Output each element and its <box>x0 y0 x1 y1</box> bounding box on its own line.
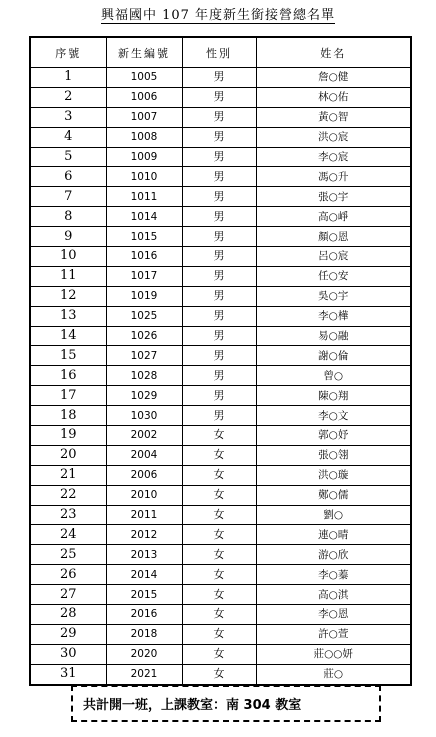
table-row <box>30 326 411 346</box>
header-name: 姓名 <box>256 37 411 68</box>
table-row <box>30 644 411 664</box>
cell-gender: 男 <box>182 87 256 107</box>
cell-gender: 男 <box>182 127 256 147</box>
table-row <box>30 266 411 286</box>
table-row <box>30 87 411 107</box>
cell-name: 黃○智 <box>256 107 411 127</box>
cell-student-id: 1005 <box>106 68 182 88</box>
cell-name: 游○欣 <box>256 545 411 565</box>
document-title <box>0 8 436 24</box>
cell-name: 曾○ <box>256 366 411 386</box>
cell-seq: 9 <box>30 227 106 247</box>
cell-gender: 男 <box>182 346 256 366</box>
table-row <box>30 207 411 227</box>
cell-seq: 2 <box>30 87 106 107</box>
cell-seq: 18 <box>30 406 106 426</box>
cell-student-id: 1010 <box>106 167 182 187</box>
cell-name: 呂○宸 <box>256 247 411 267</box>
cell-gender: 男 <box>182 306 256 326</box>
cell-name: 郭○妤 <box>256 426 411 446</box>
table-row <box>30 406 411 426</box>
table-row <box>30 386 411 406</box>
cell-student-id: 2002 <box>106 426 182 446</box>
cell-seq: 30 <box>30 644 106 664</box>
table-row <box>30 445 411 465</box>
cell-student-id: 1029 <box>106 386 182 406</box>
table-row <box>30 127 411 147</box>
roster-table-body <box>30 68 411 685</box>
class-info-note <box>71 685 381 722</box>
cell-seq: 31 <box>30 664 106 684</box>
cell-gender: 男 <box>182 247 256 267</box>
cell-name: 林○佑 <box>256 87 411 107</box>
cell-gender: 男 <box>182 326 256 346</box>
cell-gender: 男 <box>182 68 256 88</box>
cell-name: 任○安 <box>256 266 411 286</box>
cell-seq: 24 <box>30 525 106 545</box>
cell-student-id: 1016 <box>106 247 182 267</box>
cell-student-id: 2010 <box>106 485 182 505</box>
cell-student-id: 1017 <box>106 266 182 286</box>
cell-student-id: 2015 <box>106 585 182 605</box>
cell-name: 鄭○儒 <box>256 485 411 505</box>
table-row <box>30 107 411 127</box>
cell-seq: 1 <box>30 68 106 88</box>
class-info-text: 共計開一班，上課教室：南 304 教室 <box>83 698 302 713</box>
table-row <box>30 585 411 605</box>
cell-student-id: 1030 <box>106 406 182 426</box>
header-seq: 序號 <box>30 37 106 68</box>
cell-name: 李○宸 <box>256 147 411 167</box>
cell-name: 謝○倫 <box>256 346 411 366</box>
cell-student-id: 2004 <box>106 445 182 465</box>
cell-student-id: 2016 <box>106 605 182 625</box>
cell-name: 李○樺 <box>256 306 411 326</box>
cell-student-id: 1008 <box>106 127 182 147</box>
table-row <box>30 286 411 306</box>
cell-gender: 女 <box>182 624 256 644</box>
table-row <box>30 426 411 446</box>
header-gender: 性別 <box>182 37 256 68</box>
cell-seq: 23 <box>30 505 106 525</box>
table-row <box>30 505 411 525</box>
cell-gender: 男 <box>182 107 256 127</box>
cell-gender: 男 <box>182 227 256 247</box>
table-row <box>30 545 411 565</box>
cell-seq: 10 <box>30 247 106 267</box>
cell-student-id: 2021 <box>106 664 182 684</box>
cell-gender: 男 <box>182 406 256 426</box>
cell-seq: 3 <box>30 107 106 127</box>
cell-student-id: 1027 <box>106 346 182 366</box>
cell-name: 易○融 <box>256 326 411 346</box>
cell-name: 洪○璇 <box>256 465 411 485</box>
cell-name: 李○恩 <box>256 605 411 625</box>
header-student-id: 新生編號 <box>106 37 182 68</box>
cell-student-id: 1007 <box>106 107 182 127</box>
cell-student-id: 1014 <box>106 207 182 227</box>
cell-student-id: 1025 <box>106 306 182 326</box>
table-row <box>30 68 411 88</box>
cell-student-id: 1019 <box>106 286 182 306</box>
cell-seq: 26 <box>30 565 106 585</box>
cell-seq: 14 <box>30 326 106 346</box>
cell-seq: 7 <box>30 187 106 207</box>
cell-student-id: 1015 <box>106 227 182 247</box>
cell-gender: 女 <box>182 426 256 446</box>
cell-gender: 女 <box>182 505 256 525</box>
cell-name: 吳○宇 <box>256 286 411 306</box>
cell-gender: 女 <box>182 605 256 625</box>
cell-name: 詹○健 <box>256 68 411 88</box>
cell-name: 張○宇 <box>256 187 411 207</box>
cell-seq: 20 <box>30 445 106 465</box>
table-row <box>30 565 411 585</box>
cell-gender: 女 <box>182 664 256 684</box>
cell-seq: 29 <box>30 624 106 644</box>
cell-student-id: 1011 <box>106 187 182 207</box>
cell-gender: 女 <box>182 465 256 485</box>
cell-gender: 女 <box>182 545 256 565</box>
cell-name: 馮○升 <box>256 167 411 187</box>
cell-gender: 女 <box>182 585 256 605</box>
cell-student-id: 2011 <box>106 505 182 525</box>
cell-gender: 男 <box>182 366 256 386</box>
cell-name: 張○翎 <box>256 445 411 465</box>
cell-gender: 男 <box>182 167 256 187</box>
cell-student-id: 2013 <box>106 545 182 565</box>
cell-name: 李○蓁 <box>256 565 411 585</box>
cell-seq: 22 <box>30 485 106 505</box>
table-row <box>30 147 411 167</box>
cell-seq: 25 <box>30 545 106 565</box>
document-title-text: 興福國中 107 年度新生銜接營總名單 <box>100 8 336 23</box>
cell-gender: 男 <box>182 147 256 167</box>
cell-gender: 女 <box>182 525 256 545</box>
cell-seq: 12 <box>30 286 106 306</box>
cell-name: 連○晴 <box>256 525 411 545</box>
cell-gender: 男 <box>182 187 256 207</box>
cell-gender: 女 <box>182 565 256 585</box>
table-row <box>30 306 411 326</box>
cell-student-id: 2014 <box>106 565 182 585</box>
cell-student-id: 2006 <box>106 465 182 485</box>
cell-gender: 男 <box>182 286 256 306</box>
table-row <box>30 525 411 545</box>
table-row <box>30 346 411 366</box>
cell-name: 高○崢 <box>256 207 411 227</box>
cell-student-id: 2020 <box>106 644 182 664</box>
cell-gender: 男 <box>182 386 256 406</box>
cell-gender: 女 <box>182 485 256 505</box>
cell-student-id: 1026 <box>106 326 182 346</box>
table-row <box>30 605 411 625</box>
cell-name: 高○淇 <box>256 585 411 605</box>
table-row <box>30 664 411 684</box>
cell-name: 莊○ <box>256 664 411 684</box>
cell-gender: 女 <box>182 644 256 664</box>
cell-seq: 4 <box>30 127 106 147</box>
cell-seq: 6 <box>30 167 106 187</box>
cell-seq: 8 <box>30 207 106 227</box>
cell-seq: 19 <box>30 426 106 446</box>
cell-seq: 17 <box>30 386 106 406</box>
cell-seq: 13 <box>30 306 106 326</box>
table-row <box>30 227 411 247</box>
table-row <box>30 485 411 505</box>
cell-name: 莊○○妍 <box>256 644 411 664</box>
cell-gender: 男 <box>182 207 256 227</box>
cell-student-id: 2018 <box>106 624 182 644</box>
cell-name: 陳○翔 <box>256 386 411 406</box>
cell-seq: 16 <box>30 366 106 386</box>
cell-name: 洪○宸 <box>256 127 411 147</box>
table-row <box>30 366 411 386</box>
cell-name: 顏○恩 <box>256 227 411 247</box>
cell-gender: 女 <box>182 445 256 465</box>
table-row <box>30 167 411 187</box>
cell-student-id: 2012 <box>106 525 182 545</box>
cell-student-id: 1009 <box>106 147 182 167</box>
table-row <box>30 247 411 267</box>
table-row <box>30 187 411 207</box>
table-row <box>30 465 411 485</box>
roster-table <box>29 36 412 686</box>
cell-seq: 21 <box>30 465 106 485</box>
cell-name: 許○萱 <box>256 624 411 644</box>
cell-gender: 男 <box>182 266 256 286</box>
table-row <box>30 624 411 644</box>
cell-student-id: 1006 <box>106 87 182 107</box>
table-header-row <box>30 37 411 68</box>
cell-seq: 28 <box>30 605 106 625</box>
cell-name: 李○文 <box>256 406 411 426</box>
cell-name: 劉○ <box>256 505 411 525</box>
cell-seq: 5 <box>30 147 106 167</box>
cell-student-id: 1028 <box>106 366 182 386</box>
cell-seq: 11 <box>30 266 106 286</box>
cell-seq: 15 <box>30 346 106 366</box>
cell-seq: 27 <box>30 585 106 605</box>
